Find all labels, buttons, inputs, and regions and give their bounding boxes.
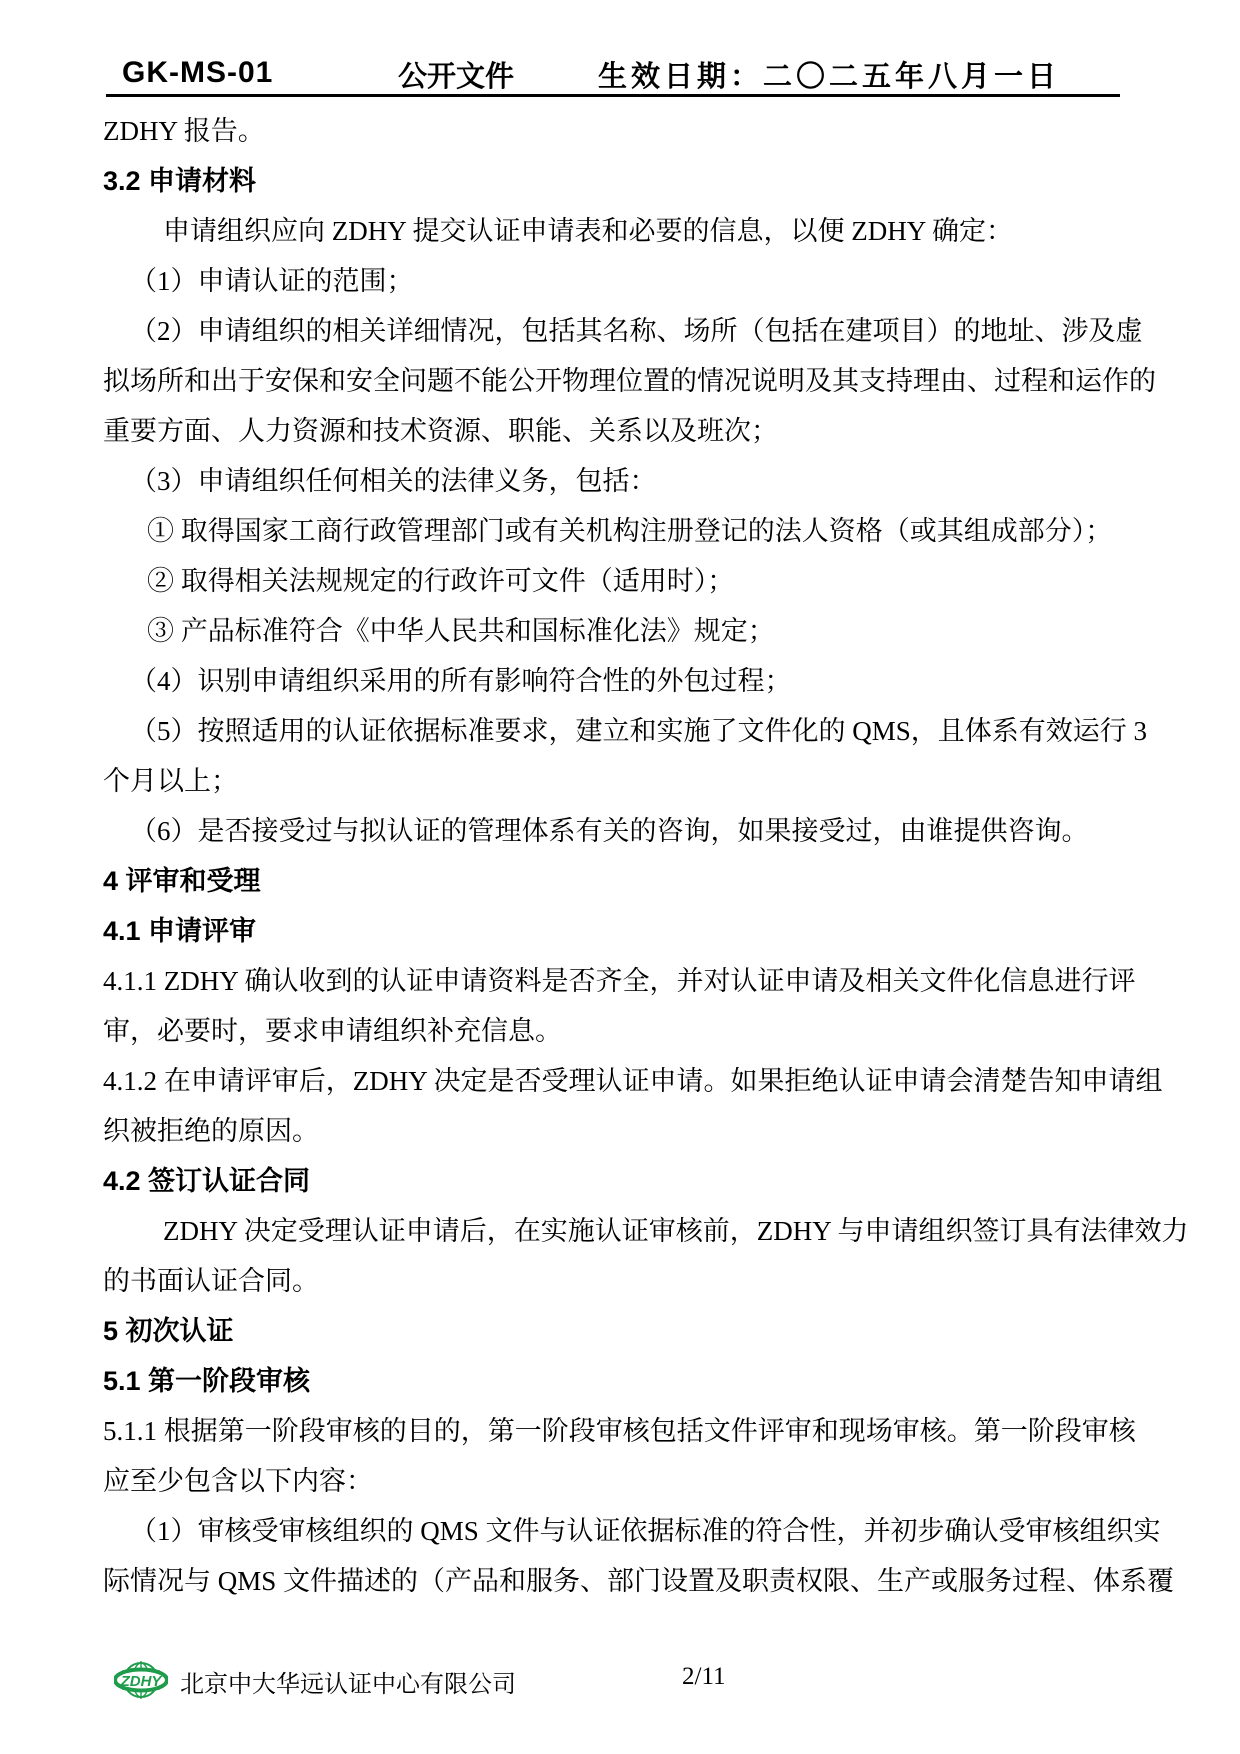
doc-line: 织被拒绝的原因。 (103, 1116, 319, 1146)
doc-line: 4.1.2 在申请评审后，ZDHY 决定是否受理认证申请。如果拒绝认证申请会清楚告知申请组 (103, 1066, 1163, 1096)
doc-line: ① 取得国家工商行政管理部门或有关机构注册登记的法人资格（或其组成部分）； (147, 516, 1113, 546)
doc-line: 拟场所和出于安保和安全问题不能公开物理位置的情况说明及其支持理由、过程和运作的 (103, 366, 1156, 396)
doc-code: GK-MS-01 (122, 56, 274, 89)
page-footer (0, 1655, 1240, 1715)
doc-line: 的书面认证合同。 (103, 1266, 319, 1296)
doc-line: 申请组织应向 ZDHY 提交认证申请表和必要的信息，以便 ZDHY 确定： (163, 216, 1013, 246)
page-header (106, 50, 1120, 97)
doc-line: （1）申请认证的范围； (130, 266, 414, 296)
effective-date: 生效日期：二〇二五年八月一日 (598, 61, 1061, 93)
footer-page-number: 2/11 (682, 1663, 726, 1690)
section-heading-4: 4 评审和受理 (103, 866, 261, 896)
doc-line: 审，必要时，要求申请组织补充信息。 (103, 1016, 562, 1046)
section-heading-3-2: 3.2 申请材料 (103, 166, 257, 196)
doc-line: 际情况与 QMS 文件描述的（产品和服务、部门设置及职责权限、生产或服务过程、体系覆 (103, 1566, 1175, 1596)
doc-type-label: 公开文件 (398, 61, 515, 93)
doc-line: ③ 产品标准符合《中华人民共和国标准化法》规定； (147, 616, 775, 646)
doc-line: 重要方面、人力资源和技术资源、职能、关系以及班次； (103, 416, 778, 446)
document-body (103, 106, 1189, 1606)
doc-line: ZDHY 报告。 (103, 116, 265, 146)
doc-line: （5）按照适用的认证依据标准要求，建立和实施了文件化的 QMS，且体系有效运行 3 (130, 716, 1148, 746)
section-heading-4-2: 4.2 签订认证合同 (103, 1166, 311, 1196)
doc-line: ② 取得相关法规规定的行政许可文件（适用时）； (147, 566, 735, 596)
doc-line: （3）申请组织任何相关的法律义务，包括： (130, 466, 657, 496)
footer-company-name: 北京中大华远认证中心有限公司 (180, 1671, 516, 1698)
doc-line: （1）审核受审核组织的 QMS 文件与认证依据标准的符合性，并初步确认受审核组织实 (130, 1516, 1161, 1546)
doc-line: （6）是否接受过与拟认证的管理体系有关的咨询，如果接受过，由谁提供咨询。 (130, 816, 1089, 846)
doc-line: 个月以上； (103, 766, 238, 796)
zdhy-logo-text: ZDHY (120, 1673, 162, 1690)
doc-line: ZDHY 决定受理认证申请后，在实施认证审核前，ZDHY 与申请组织签订具有法律效力 (163, 1216, 1189, 1246)
section-heading-5: 5 初次认证 (103, 1316, 234, 1346)
doc-line: 5.1.1 根据第一阶段审核的目的，第一阶段审核包括文件评审和现场审核。第一阶段审核 (103, 1416, 1136, 1446)
doc-line: 应至少包含以下内容： (103, 1466, 373, 1496)
section-heading-4-1: 4.1 申请评审 (103, 916, 257, 946)
section-heading-5-1: 5.1 第一阶段审核 (103, 1366, 311, 1396)
doc-line: （2）申请组织的相关详细情况，包括其名称、场所（包括在建项目）的地址、涉及虚 (130, 316, 1143, 346)
zdhy-logo-icon (114, 1659, 168, 1701)
doc-line: 4.1.1 ZDHY 确认收到的认证申请资料是否齐全，并对认证申请及相关文件化信息进行评 (103, 966, 1136, 996)
doc-line: （4）识别申请组织采用的所有影响符合性的外包过程； (130, 666, 792, 696)
